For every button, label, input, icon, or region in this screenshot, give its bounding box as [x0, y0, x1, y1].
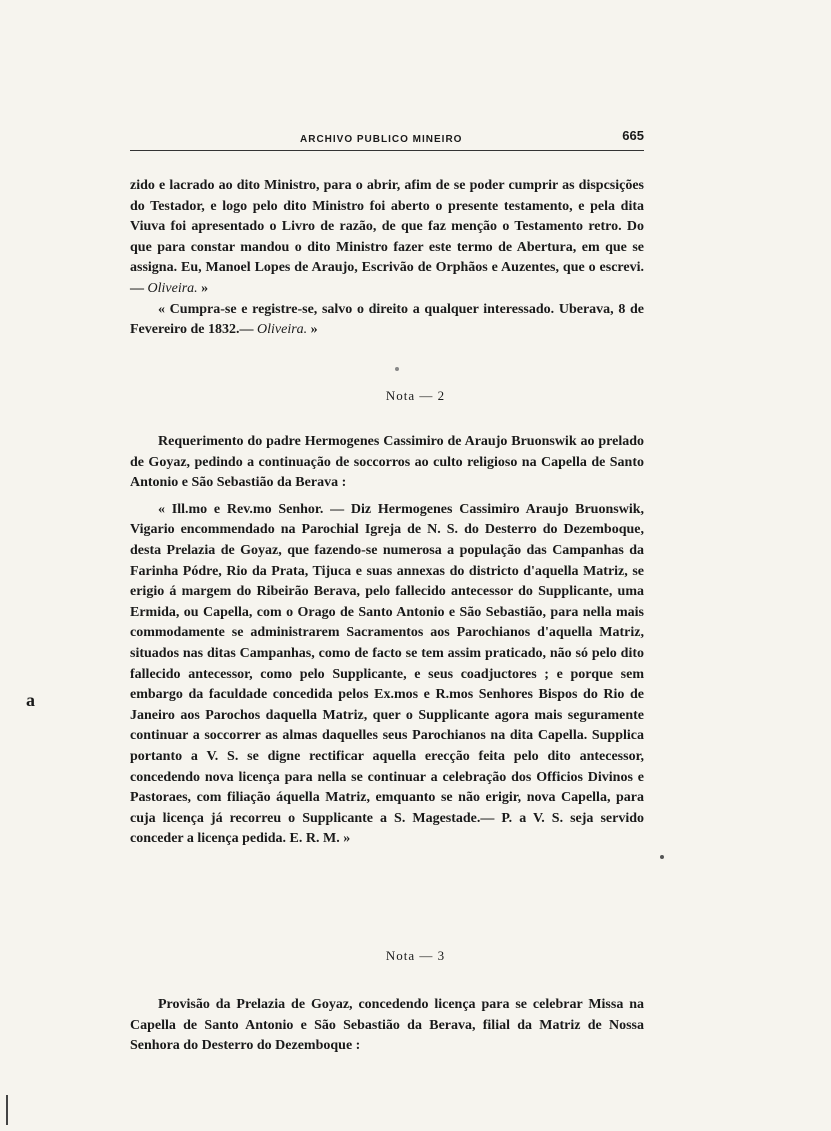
- signature-text: Oliveira.: [147, 280, 198, 296]
- margin-mark: a: [26, 690, 35, 710]
- paragraph: « Ill.mo e Rev.mo Senhor. — Diz Hermogenes Cassimiro Araujo Bruonswik, Vigario encommendado na Parochial Igreja de N. S. do Desterro do Dezemboque, desta Prelazia de Goyaz, que fazendo-se numerosa a população das Campanhas da Farinha Pódre, Rio da Prata, Tijuca e suas annexas do districto d'aquella Matriz, se erigio á margem do Ribeirão Berava, pelo fallecido antecessor do Supplicante, uma Ermida, ou Capella, com o Orago de Santo Antonio e São Sebastião, para nella mais commodamente se administrarem Sacramentos aos Parochianos d'aquella Matriz, situados nas ditas Campanhas, como de facto se tem assim praticado, não só pelo dito fallecido antecessor, como pelo Supplicante, e seus coadjuctores ; e porque sem embargo da faculdade concedida pelos Ex.mos e R.mos Senhores Bispos do Rio de Janeiro aos Parochos daquella Matriz, quer o Supplicante agora mais seguramente continuar a soccorrer as almas daquelles seus Parochianos na dita Capella. Supplica portanto a V. S. se digne rectificar aquella erecção feita pelo dito antecessor, concedendo nova licença para nella se continuar a celebração dos Officios Divinos e Pastoraes, com filiação áquella Matriz, emquanto se não erigir, nova Capella, para cuja licença já recorreu o Supplicante a S. Magestade.— P. a V. S. seja servido conceder a licença pedida. E. R. M. »: [130, 501, 644, 847]
- note-3-heading: Nota — 3: [385, 948, 446, 963]
- note-2-heading: Nota — 2: [385, 388, 446, 403]
- paragraph-text: « Cumpra-se e registre-se, salvo o direito a qualquer interessado. Uberava, 8 de Fevereiro de 1832.—: [130, 301, 644, 338]
- note-3-block: [130, 995, 644, 1057]
- paragraph: [130, 176, 644, 300]
- closing-quote: »: [197, 280, 209, 296]
- scan-edge-line: [6, 1095, 8, 1125]
- signature-text: Oliveira.: [257, 322, 308, 338]
- paragraph: Requerimento do padre Hermogenes Cassimiro de Araujo Bruonswik ao prelado de Goyaz, pedindo a continuação de soccorros ao culto religioso na Capella de Santo Antonio e São Sebastião da Berava :: [130, 434, 644, 491]
- running-head: ARCHIVO PUBLICO MINEIRO: [300, 134, 463, 145]
- paragraph-text: zido e lacrado ao dito Ministro, para o abrir, afim de se poder cumprir as dispcsições do Testador, e logo pelo dito Ministro foi aberto o presente testamento, e pela dita Viuva foi apresentado o Livro de razão, de que faz menção o Testamento retro. Do que para constar mandou o dito Ministro fazer este termo de Abertura, em que se assigna. Eu, Manoel Lopes de Araujo, Escrivão de Orphãos e Auzentes, que o escrevi.—: [130, 178, 644, 296]
- note-2-block: [130, 432, 644, 850]
- page-header: [130, 128, 644, 151]
- paragraph: Provisão da Prelazia de Goyaz, concedendo licença para se celebrar Missa na Capella de Santo Antonio e São Sebastião da Berava, filial da Matriz de Nossa Senhora do Desterro do Dezemboque :: [130, 997, 644, 1054]
- opening-block: [130, 176, 644, 341]
- margin-dot: [660, 855, 664, 859]
- separator-dot: [395, 367, 399, 371]
- closing-quote: »: [307, 322, 318, 338]
- page-number: 665: [622, 128, 644, 143]
- paragraph: [130, 300, 644, 341]
